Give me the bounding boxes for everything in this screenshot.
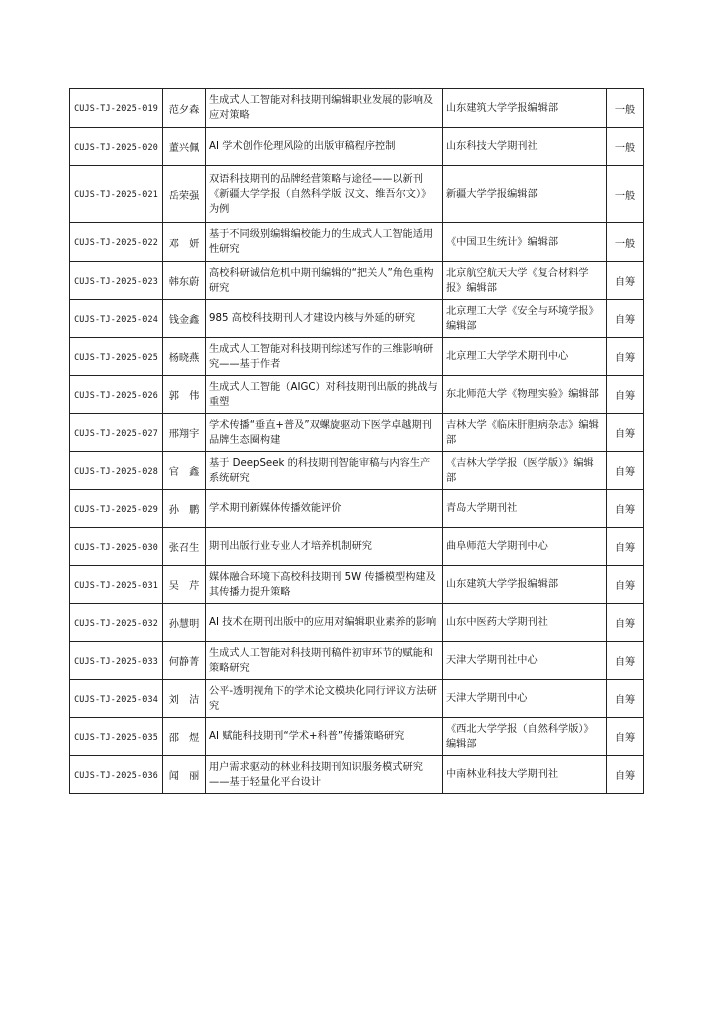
- table-row: [70, 680, 644, 718]
- project-type: 自筹: [607, 262, 644, 300]
- applicant-unit: 曲阜师范大学期刊中心: [443, 528, 607, 566]
- project-type: 一般: [607, 89, 644, 128]
- project-type: 自筹: [607, 680, 644, 718]
- project-code: CUJS-TJ-2025-020: [70, 128, 163, 166]
- project-type: 自筹: [607, 452, 644, 490]
- applicant-unit: 北京理工大学《安全与环境学报》编辑部: [443, 300, 607, 338]
- project-code: CUJS-TJ-2025-035: [70, 718, 163, 756]
- applicant-unit: 北京航空航天大学《复合材料学报》编辑部: [443, 262, 607, 300]
- project-title: AI 技术在期刊出版中的应用对编辑职业素养的影响: [206, 604, 443, 642]
- project-type: 自筹: [607, 566, 644, 604]
- document-page: [69, 88, 643, 794]
- project-code: CUJS-TJ-2025-029: [70, 490, 163, 528]
- applicant-name: 闻 丽: [163, 756, 206, 794]
- table-row: [70, 338, 644, 376]
- table-row: [70, 166, 644, 223]
- project-title: 生成式人工智能对科技期刊编辑职业发展的影响及应对策略: [206, 89, 443, 128]
- project-type: 自筹: [607, 756, 644, 794]
- project-type: 一般: [607, 223, 644, 262]
- project-code: CUJS-TJ-2025-026: [70, 376, 163, 414]
- applicant-name: 刘 洁: [163, 680, 206, 718]
- applicant-name: 董兴佩: [163, 128, 206, 166]
- applicant-unit: 《中国卫生统计》编辑部: [443, 223, 607, 262]
- project-title: 用户需求驱动的林业科技期刊知识服务模式研究——基于轻量化平台设计: [206, 756, 443, 794]
- project-type: 自筹: [607, 490, 644, 528]
- project-code: CUJS-TJ-2025-027: [70, 414, 163, 452]
- project-type: 自筹: [607, 528, 644, 566]
- applicant-unit: 青岛大学期刊社: [443, 490, 607, 528]
- project-type: 自筹: [607, 376, 644, 414]
- applicant-unit: 山东建筑大学学报编辑部: [443, 566, 607, 604]
- applicant-name: 杨晓燕: [163, 338, 206, 376]
- applicant-unit: 天津大学期刊中心: [443, 680, 607, 718]
- project-title: AI 赋能科技期刊“学术+科普”传播策略研究: [206, 718, 443, 756]
- project-title: 基于不同级别编辑编校能力的生成式人工智能适用性研究: [206, 223, 443, 262]
- project-type: 自筹: [607, 718, 644, 756]
- project-type: 自筹: [607, 338, 644, 376]
- project-code: CUJS-TJ-2025-032: [70, 604, 163, 642]
- applicant-unit: 《吉林大学学报（医学版）》编辑部: [443, 452, 607, 490]
- project-code: CUJS-TJ-2025-022: [70, 223, 163, 262]
- table-row: [70, 604, 644, 642]
- applicant-unit: 东北师范大学《物理实验》编辑部: [443, 376, 607, 414]
- table-row: [70, 756, 644, 794]
- project-type: 自筹: [607, 414, 644, 452]
- project-table: [69, 88, 644, 794]
- applicant-name: 钱金鑫: [163, 300, 206, 338]
- project-title: 生成式人工智能对科技期刊综述写作的三维影响研究——基于作者: [206, 338, 443, 376]
- applicant-unit: 山东中医药大学期刊社: [443, 604, 607, 642]
- applicant-name: 岳荣强: [163, 166, 206, 223]
- table-row: [70, 718, 644, 756]
- applicant-name: 孙 鹏: [163, 490, 206, 528]
- project-code: CUJS-TJ-2025-028: [70, 452, 163, 490]
- table-row: [70, 642, 644, 680]
- applicant-unit: 《西北大学学报（自然科学版）》编辑部: [443, 718, 607, 756]
- project-code: CUJS-TJ-2025-036: [70, 756, 163, 794]
- project-title: 高校科研诚信危机中期刊编辑的“把关人”角色重构研究: [206, 262, 443, 300]
- project-title: 媒体融合环境下高校科技期刊 5W 传播模型构建及其传播力提升策略: [206, 566, 443, 604]
- project-type: 自筹: [607, 642, 644, 680]
- table-row: [70, 452, 644, 490]
- project-title: 学术传播“垂直+普及”双螺旋驱动下医学卓越期刊品牌生态圈构建: [206, 414, 443, 452]
- applicant-name: 何静菁: [163, 642, 206, 680]
- applicant-name: 官 鑫: [163, 452, 206, 490]
- project-type: 自筹: [607, 300, 644, 338]
- table-row: [70, 490, 644, 528]
- table-row: [70, 566, 644, 604]
- applicant-unit: 吉林大学《临床肝胆病杂志》编辑部: [443, 414, 607, 452]
- applicant-unit: 山东建筑大学学报编辑部: [443, 89, 607, 128]
- applicant-name: 邵 煜: [163, 718, 206, 756]
- applicant-name: 邢翔宇: [163, 414, 206, 452]
- project-type: 一般: [607, 166, 644, 223]
- project-title: 生成式人工智能对科技期刊稿件初审环节的赋能和策略研究: [206, 642, 443, 680]
- table-row: [70, 262, 644, 300]
- project-title: 学术期刊新媒体传播效能评价: [206, 490, 443, 528]
- applicant-name: 孙慧明: [163, 604, 206, 642]
- applicant-name: 张召生: [163, 528, 206, 566]
- project-title: 985 高校科技期刊人才建设内核与外延的研究: [206, 300, 443, 338]
- applicant-name: 范夕森: [163, 89, 206, 128]
- applicant-unit: 北京理工大学学术期刊中心: [443, 338, 607, 376]
- project-title: 双语科技期刊的品牌经营策略与途径——以新刊《新疆大学学报（自然科学版 汉文、维吾尔文）》为例: [206, 166, 443, 223]
- applicant-unit: 新疆大学学报编辑部: [443, 166, 607, 223]
- project-title: 期刊出版行业专业人才培养机制研究: [206, 528, 443, 566]
- table-row: [70, 376, 644, 414]
- table-row: [70, 128, 644, 166]
- applicant-unit: 天津大学期刊社中心: [443, 642, 607, 680]
- project-type: 一般: [607, 128, 644, 166]
- table-row: [70, 300, 644, 338]
- project-code: CUJS-TJ-2025-025: [70, 338, 163, 376]
- project-title: AI 学术创作伦理风险的出版审稿程序控制: [206, 128, 443, 166]
- project-code: CUJS-TJ-2025-034: [70, 680, 163, 718]
- applicant-name: 吴 芹: [163, 566, 206, 604]
- table-row: [70, 528, 644, 566]
- project-title: 基于 DeepSeek 的科技期刊智能审稿与内容生产系统研究: [206, 452, 443, 490]
- project-code: CUJS-TJ-2025-030: [70, 528, 163, 566]
- table-row: [70, 414, 644, 452]
- project-title: 公平-透明视角下的学术论文模块化同行评议方法研究: [206, 680, 443, 718]
- applicant-name: 邓 妍: [163, 223, 206, 262]
- project-code: CUJS-TJ-2025-031: [70, 566, 163, 604]
- project-code: CUJS-TJ-2025-033: [70, 642, 163, 680]
- project-title: 生成式人工智能（AIGC）对科技期刊出版的挑战与重塑: [206, 376, 443, 414]
- project-code: CUJS-TJ-2025-019: [70, 89, 163, 128]
- applicant-name: 韩东蔚: [163, 262, 206, 300]
- table-row: [70, 89, 644, 128]
- applicant-unit: 中南林业科技大学期刊社: [443, 756, 607, 794]
- project-code: CUJS-TJ-2025-024: [70, 300, 163, 338]
- project-code: CUJS-TJ-2025-023: [70, 262, 163, 300]
- project-type: 自筹: [607, 604, 644, 642]
- project-code: CUJS-TJ-2025-021: [70, 166, 163, 223]
- applicant-unit: 山东科技大学期刊社: [443, 128, 607, 166]
- table-row: [70, 223, 644, 262]
- applicant-name: 郭 伟: [163, 376, 206, 414]
